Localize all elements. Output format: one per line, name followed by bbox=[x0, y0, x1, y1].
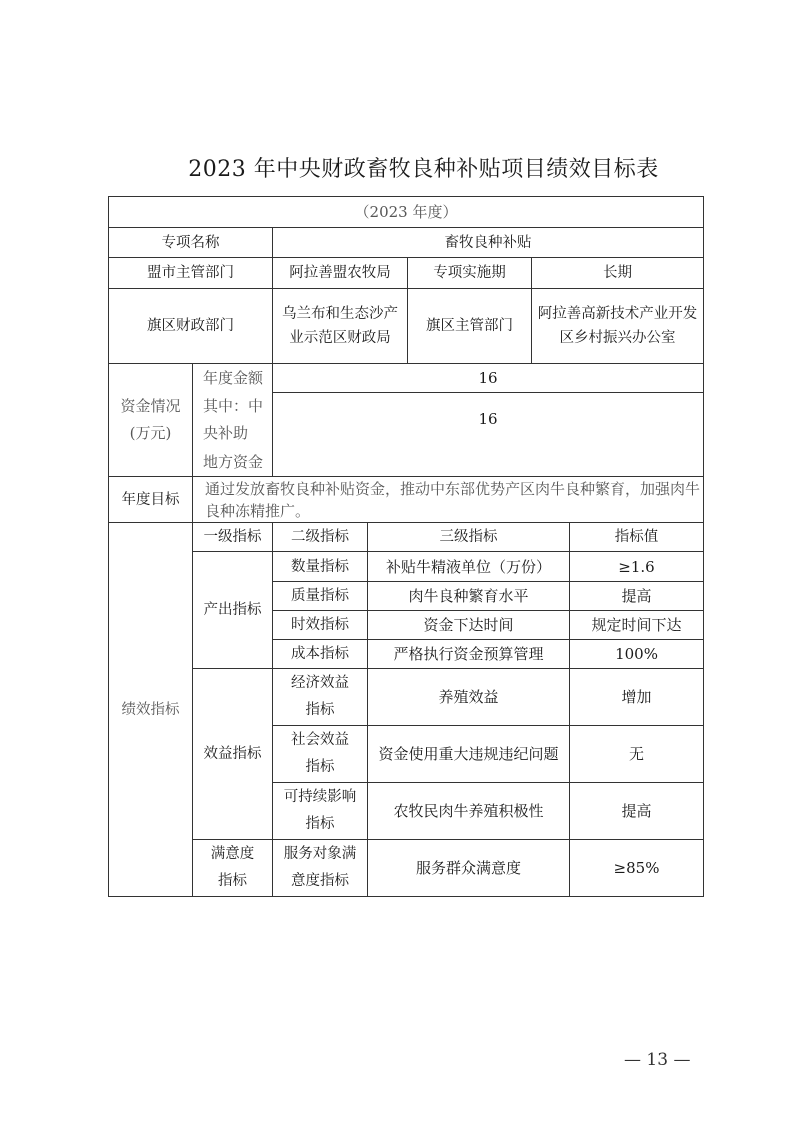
performance-label: 绩效指标 bbox=[109, 523, 193, 897]
output-level2: 数量指标 bbox=[273, 552, 368, 582]
funds-label bbox=[109, 364, 193, 477]
year-row: （2023 年度） bbox=[109, 197, 704, 228]
funds-label-line2: (万元) bbox=[129, 424, 172, 442]
satisfaction-level3: 服务群众满意度 bbox=[368, 840, 570, 897]
benefit-level2-line2: 指标 bbox=[305, 816, 335, 832]
annual-amount-label: 年度金额 bbox=[193, 364, 273, 393]
annual-goal-label: 年度目标 bbox=[109, 477, 193, 523]
league-dept-label: 盟市主管部门 bbox=[109, 258, 273, 289]
output-level2: 时效指标 bbox=[273, 611, 368, 640]
performance-target-table bbox=[108, 196, 704, 897]
benefit-level2-line1: 可持续影响 bbox=[283, 789, 357, 805]
annual-goal-text: 通过发放畜牧良种补贴资金，推动中东部优势产区肉牛良种繁育，加强肉牛良种冻精推广。 bbox=[193, 477, 704, 523]
central-subsidy-label bbox=[193, 393, 273, 448]
output-level2: 质量指标 bbox=[273, 582, 368, 611]
output-value: 规定时间下达 bbox=[570, 611, 704, 640]
benefit-value: 提高 bbox=[570, 783, 704, 840]
benefit-level3: 养殖效益 bbox=[368, 669, 570, 726]
benefit-value: 增加 bbox=[570, 669, 704, 726]
benefit-level3: 资金使用重大违规违纪问题 bbox=[368, 726, 570, 783]
central-label-line2: 央补助 bbox=[203, 424, 249, 442]
project-name-value: 畜牧良种补贴 bbox=[273, 228, 704, 258]
output-level3: 补贴牛精液单位（万份） bbox=[368, 552, 570, 582]
project-name-label: 专项名称 bbox=[109, 228, 273, 258]
header-level2: 二级指标 bbox=[273, 523, 368, 552]
header-level1: 一级指标 bbox=[193, 523, 273, 552]
benefit-value: 无 bbox=[570, 726, 704, 783]
benefit-level2 bbox=[273, 783, 368, 840]
banner-dept-label: 旗区主管部门 bbox=[408, 289, 532, 364]
benefit-level2-line1: 经济效益 bbox=[291, 675, 349, 691]
benefit-level2 bbox=[273, 669, 368, 726]
banner-dept-value: 阿拉善高新技术产业开发区乡村振兴办公室 bbox=[532, 289, 704, 364]
output-level2: 成本指标 bbox=[273, 640, 368, 669]
satisfaction-value: ≥85% bbox=[570, 840, 704, 897]
funds-label-line1: 资金情况 bbox=[120, 397, 181, 415]
page-number: — 13 — bbox=[624, 1050, 691, 1070]
output-value: ≥1.6 bbox=[570, 552, 704, 582]
benefit-level2-line1: 社会效益 bbox=[291, 732, 349, 748]
benefit-indicator-label: 效益指标 bbox=[193, 669, 273, 840]
annual-amount-value: 16 bbox=[273, 364, 704, 393]
satisfaction-indicator-label bbox=[193, 840, 273, 897]
central-subsidy-value: 16 bbox=[273, 393, 704, 477]
period-value: 长期 bbox=[532, 258, 704, 289]
output-value: 提高 bbox=[570, 582, 704, 611]
local-funds-label: 地方资金 bbox=[193, 448, 273, 477]
benefit-level3: 农牧民肉牛养殖积极性 bbox=[368, 783, 570, 840]
benefit-level2-line2: 指标 bbox=[305, 702, 335, 718]
output-indicator-label: 产出指标 bbox=[193, 552, 273, 669]
satisfaction-level2-line1: 服务对象满 bbox=[283, 846, 357, 862]
satisfaction-level2-line2: 意度指标 bbox=[291, 873, 349, 889]
output-level3: 肉牛良种繁育水平 bbox=[368, 582, 570, 611]
header-level3: 三级指标 bbox=[368, 523, 570, 552]
benefit-level2 bbox=[273, 726, 368, 783]
benefit-level2-line2: 指标 bbox=[305, 759, 335, 775]
central-label-line1: 其中：中 bbox=[203, 397, 264, 415]
output-value: 100% bbox=[570, 640, 704, 669]
output-level3: 资金下达时间 bbox=[368, 611, 570, 640]
league-dept-value: 阿拉善盟农牧局 bbox=[273, 258, 408, 289]
satisfaction-level2 bbox=[273, 840, 368, 897]
satisfaction-label-line2: 指标 bbox=[218, 873, 247, 889]
output-level3: 严格执行资金预算管理 bbox=[368, 640, 570, 669]
period-label: 专项实施期 bbox=[408, 258, 532, 289]
banner-finance-value: 乌兰布和生态沙产业示范区财政局 bbox=[273, 289, 408, 364]
page-title: 2023 年中央财政畜牧良种补贴项目绩效目标表 bbox=[188, 157, 659, 182]
banner-finance-label: 旗区财政部门 bbox=[109, 289, 273, 364]
satisfaction-label-line1: 满意度 bbox=[210, 846, 255, 862]
header-value: 指标值 bbox=[570, 523, 704, 552]
